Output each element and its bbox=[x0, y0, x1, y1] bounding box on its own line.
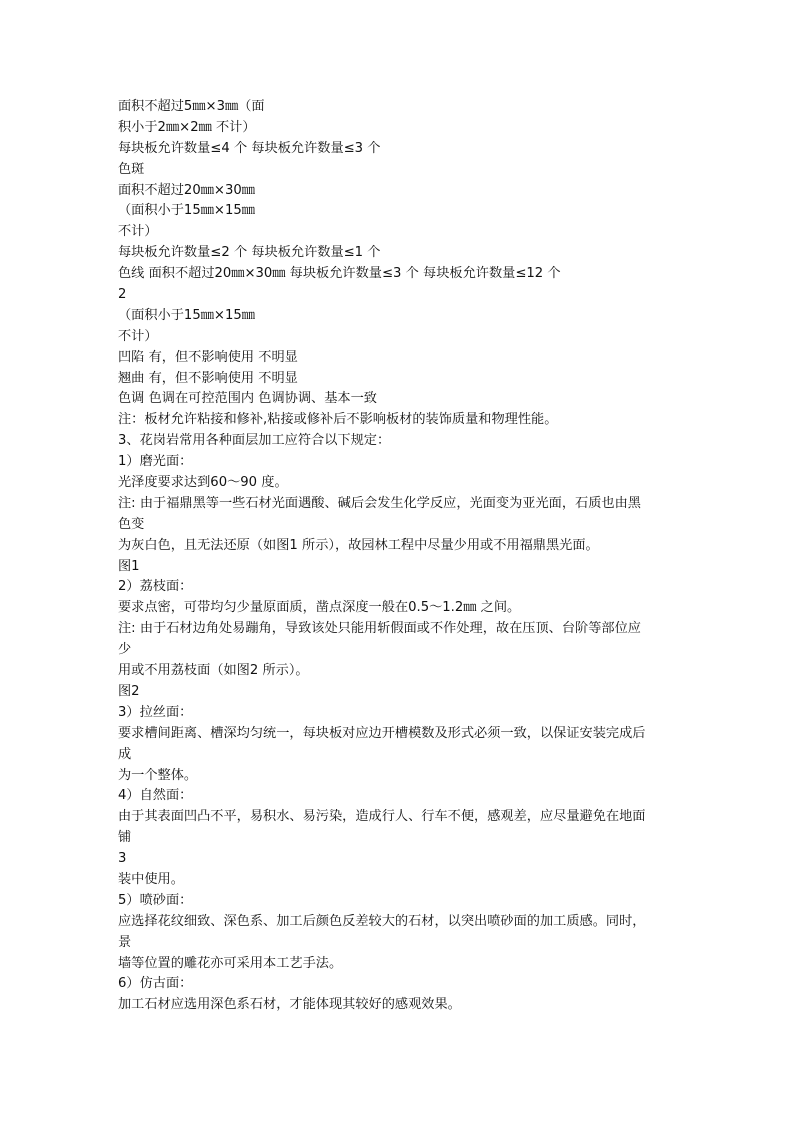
note-line: 注: 由于石材边角处易蹦角，导致该处只能用斩假面或不作处理，故在压顶、台阶等部位应 bbox=[118, 621, 641, 637]
figure-caption: 图1 bbox=[118, 558, 140, 574]
subsection-heading: 4）自然面： bbox=[118, 788, 193, 804]
text-line: 墙等位置的雕花亦可采用本工艺手法。 bbox=[118, 955, 343, 971]
note-line: 少 bbox=[118, 642, 132, 658]
text-line: 积小于2㎜×2㎜ 不计） bbox=[118, 119, 256, 135]
text-line: 不计） bbox=[118, 224, 158, 240]
text-line: 每块板允许数量≤4 个 每块板允许数量≤3 个 bbox=[118, 140, 381, 156]
note-line: 色变 bbox=[118, 516, 145, 532]
figure-caption: 图2 bbox=[118, 683, 140, 699]
text-line: 面积不超过5㎜×3㎜（面 bbox=[118, 99, 265, 114]
text-line: 加工石材应选用深色系石材，才能体现其较好的感观效果。 bbox=[118, 997, 461, 1013]
subsection-heading: 3）拉丝面： bbox=[118, 704, 193, 720]
subsection-heading: 6）仿古面： bbox=[118, 976, 193, 992]
text-line: 要求槽间距离、槽深均匀统一，每块板对应边开槽模数及形式必须一致，以保证安装完成后 bbox=[118, 725, 646, 741]
text-line: （面积小于15㎜×15㎜ bbox=[118, 203, 255, 219]
text-line: 为一个整体。 bbox=[118, 767, 198, 783]
text-line: 光泽度要求达到60～90 度。 bbox=[118, 475, 288, 491]
subsection-heading: 5）喷砂面： bbox=[118, 892, 193, 908]
text-line: 成 bbox=[118, 746, 132, 762]
text-line: 装中使用。 bbox=[118, 871, 184, 887]
subsection-heading: 1）磨光面： bbox=[118, 454, 193, 470]
text-line: （面积小于15㎜×15㎜ bbox=[118, 307, 255, 323]
text-line: 翘曲 有，但不影响使用 不明显 bbox=[118, 370, 298, 386]
text-line: 应选择花纹细致、深色系、加工后颜色反差较大的石材，以突出喷砂面的加工质感。同时， bbox=[118, 913, 646, 929]
subsection-heading: 2）荔枝面： bbox=[118, 579, 193, 595]
text-line: 每块板允许数量≤2 个 每块板允许数量≤1 个 bbox=[118, 245, 381, 261]
text-line: 不计） bbox=[118, 328, 158, 344]
text-line: 用或不用荔枝面（如图2 所示）。 bbox=[118, 663, 309, 679]
section-heading: 3、花岗岩常用各种面层加工应符合以下规定： bbox=[118, 433, 391, 449]
text-line: 凹陷 有，但不影响使用 不明显 bbox=[118, 349, 298, 365]
text-line: 色调 色调在可控范围内 色调协调、基本一致 bbox=[118, 391, 377, 407]
note-line: 注：板材允许粘接和修补,粘接或修补后不影响板材的装饰质量和物理性能。 bbox=[118, 412, 558, 428]
text-line: 色线 面积不超过20㎜×30㎜ 每块板允许数量≤3 个 每块板允许数量≤12 个 bbox=[118, 266, 561, 282]
text-line: 面积不超过20㎜×30㎜ bbox=[118, 182, 255, 198]
note-line: 注: 由于福鼎黑等一些石材光面遇酸、碱后会发生化学反应，光面变为亚光面，石质也由黑 bbox=[118, 495, 641, 511]
text-line: 景 bbox=[118, 934, 132, 950]
text-line: 铺 bbox=[118, 830, 132, 846]
document-page bbox=[118, 97, 682, 1016]
text-line: 色斑 bbox=[118, 161, 145, 177]
text-line: 要求点密，可带均匀少量原面质，凿点深度一般在0.5～1.2㎜ 之间。 bbox=[118, 600, 521, 616]
page-number: 2 bbox=[118, 287, 127, 303]
text-line: 由于其表面凹凸不平，易积水、易污染，造成行人、行车不便，感观差，应尽量避免在地面 bbox=[118, 809, 646, 825]
text-line: 为灰白色，且无法还原（如图1 所示），故园林工程中尽量少用或不用福鼎黑光面。 bbox=[118, 537, 599, 553]
page-number: 3 bbox=[118, 851, 127, 867]
